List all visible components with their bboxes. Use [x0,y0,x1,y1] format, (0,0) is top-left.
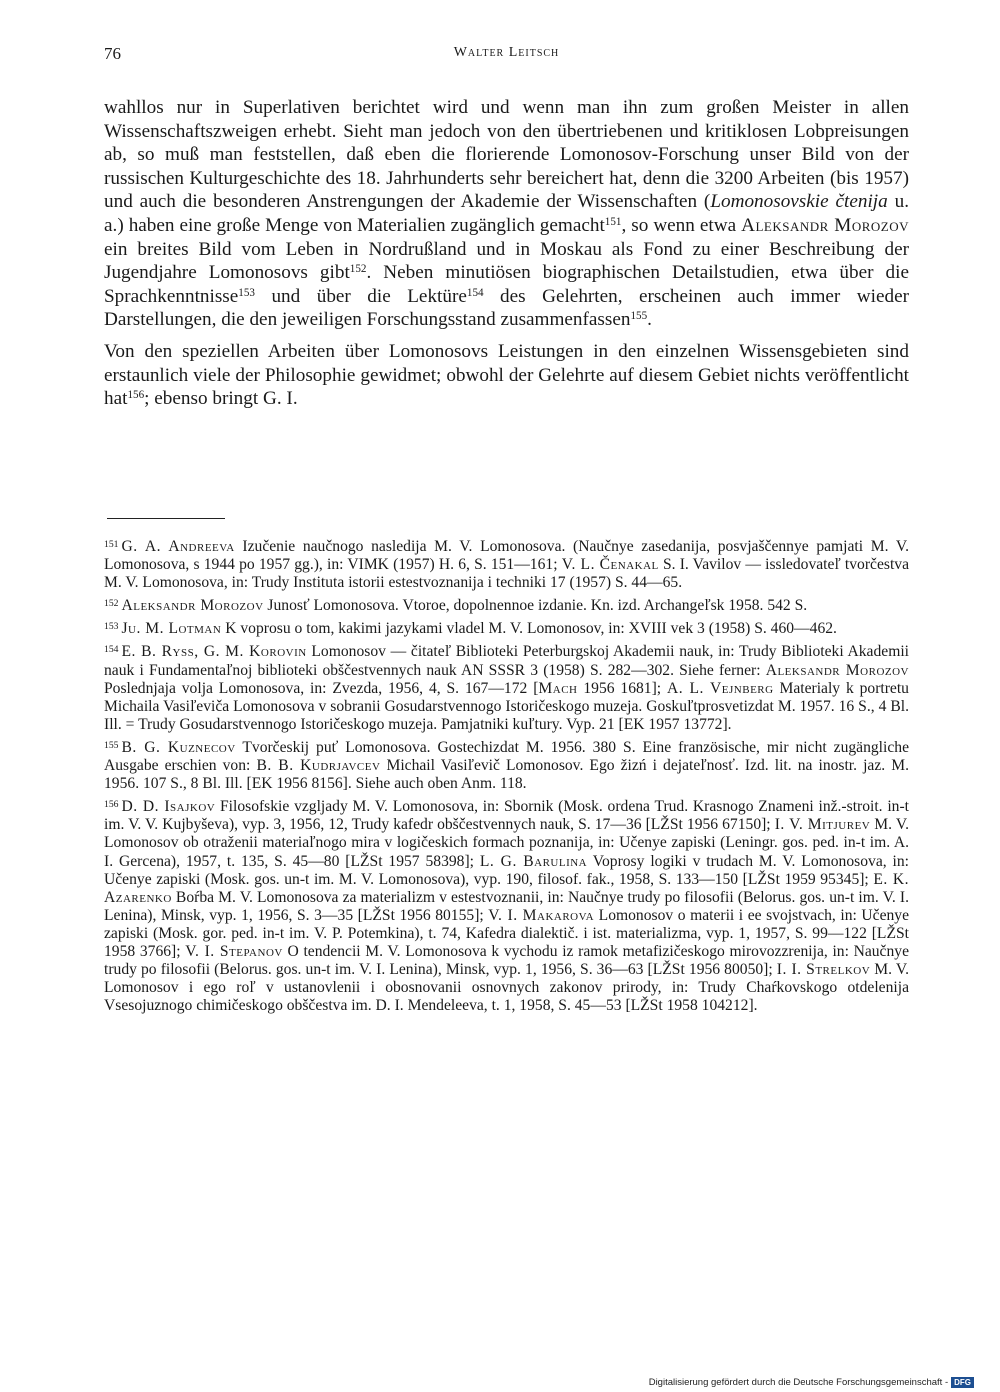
footnote: $^{154}$ E. B. Ryss, G. M. Korovin Lomonosov — čitateľ Biblioteki Peterburgskoj Akademii nauk, in: Trudy Biblioteki Akademii nauk i Fundamentaľnoj biblioteki obščestvennych nauk AN SSSR 3 (1958) S. 282—302. Siehe ferner: Aleksandr Morozov Poslednjaja volja Lomonosova, in: Zvezda, 1956, 4, S. 167—172 [Mach 1956 1681]; A. L. Vejnberg Materialy k portretu Michaila Vasiľeviča Lomonosova v sobranii Gosudarstvennogo Istoričeskogo muzeja. Goskuľtprosvetizdat M. 1957. 16 S., 4 Bl. Ill. = Trudy Gosudarstvennogo Istoričeskogo muzeja. Pamjatniki kuľtury. Vyp. 21 [EK 1957 13772]. [104,643,910,733]
footnote-ref: 152 [349,263,367,276]
footnote: $^{151}$ G. A. Andreeva Izučenie naučnogo nasledija M. V. Lomonosova. (Naučnye zasedanija, posvjaščennye pamjati M. V. Lomonosova, s 1944 po 1957 gg.), in: VIMK (1957) H. 6, S. 151—161; V. L. Čenakal S. I. Vavilov — issledovateľ tvorčestva M. V. Lomonosova, in: Trudy Instituta istorii estestvoznanija i techniki 17 (1957) S. 44—65. [104,538,910,592]
footnote: $^{155}$ B. G. Kuznecov Tvorčeskij puť Lomonosova. Gostechizdat M. 1956. 380 S. Eine französische, mir nicht zugängliche Ausgabe erschien von: B. B. Kudrjavcev Michail Vasiľevič Lomonosov. Ego žizń i dejateľnosť. Izd. lit. na inostr. jaz. M. 1956. 107 S., 8 Bl. Ill. [EK 1956 8156]. Siehe auch oben Anm. 118. [104,738,910,793]
footnote: $^{152}$ Aleksandr Morozov Junosť Lomonosova. Vtoroe, dopolnennoe izdanie. Kn. izd. Archangeľsk 1958. 542 S. [104,597,808,615]
footnote-ref: 156 [127,389,145,402]
footnotes [104,538,909,1020]
paragraph: wahllos nur in Superlativen berichtet wird und wenn man ihn zum großen Meister in allen Wissenschaftszweigen erhebt. Sieht man jedoch von den übertriebenen und kritiklosen Lobpreisungen ab, so muß man feststellen, daß eben die florierende Lomonosov-Forschung unser Bild von der russischen Kulturgeschichte des 18. Jahrhunderts sehr bereichert hat, denn die 3200 Arbeiten (bis 1957) und auch die besonderen Anstrengungen der Akademie der Wissenschaften (Lomonosovskie čtenija u. a.) haben eine große Menge von Materialien zugänglich gemacht$^{151}$, so wenn etwa Aleksandr Morozov ein breites Bild vom Leben in Nordrußland und in Moskau als Fond zu einer Beschreibung der Jugendjahre Lomonosovs gibt$^{152}$. Neben minutiösen biographischen Detailstudien, etwa über die Sprachkenntnisse$^{153}$ und über die Lektüre$^{154}$ des Gelehrten, erscheinen auch immer wieder Darstellungen, die den jeweiligen Forschungsstand zusammenfassen$^{155}$. [104,97,910,331]
running-head: Walter Leitsch [453,45,560,60]
paragraph: Von den speziellen Arbeiten über Lomonosovs Leistungen in den einzelnen Wissensgebieten sind erstaunlich viele der Philosophie gewidmet; obwohl der Gelehrte auf diesem Gebiet nichts veröffentlicht hat$^{156}$; ebenso bringt G. I. [104,340,909,410]
footnote-ref: 151 [604,215,622,228]
credit-text: Digitalisierung gefördert durch die Deutsche Forschungsgemeinschaft - [648,1377,949,1388]
author-name: Aleksandr Morozov [741,214,910,236]
main-text [104,96,909,411]
footnote-divider [107,518,225,519]
page-number: 76 [104,44,121,63]
dfg-logo-icon: DFG [951,1377,974,1388]
digitization-credit [649,1377,974,1388]
footnote-ref: 155 [630,310,648,323]
page-header [104,44,909,68]
footnote: $^{153}$ Ju. M. Lotman K voprosu o tom, kakimi jazykami vladel M. V. Lomonosov, in: XVIII vek 3 (1958) S. 460—462. [104,620,837,638]
footnote-ref: 154 [466,286,484,299]
footnote-ref: 153 [238,286,255,299]
footnote: $^{156}$ D. D. Isajkov Filosofskie vzgljady M. V. Lomonosova, in: Sbornik (Mosk. ordena Trud. Krasnogo Znameni inž.-stroit. in-t im. V. V. Kujbyševa), vyp. 3, 1956, 12, Trudy kafedr obščestvennych nauk, S. 17—36 [LŽSt 1956 67150]; I. V. Mitjurev M. V. Lomonosov ob otraženii materiaľnogo mira v logičeskich formach poznanija, in: Učenye zapiski (Leningr. gos. ped. in-t im. A. I. Gercena), 1957, t. 135, S. 45—80 [LŽSt 1957 58398]; L. G. Barulina Voprosy logiki v trudach M. V. Lomonosova, in: Učenye zapiski (Mosk. gos. un-t im. M. V. Lomonosova), vyp. 190, filosof. fak., 1958, S. 133—150 [LŽSt 1959 95345]; E. K. Azarenko Boŕba M. V. Lomonosova za materializm v estestvoznanii, in: Naučnye trudy po filosofii (Belorus. gos. un-t im. V. I. Lenina), Minsk, vyp. 1, 1956, S. 3—35 [LŽSt 1956 80155]; V. I. Makarova Lomonosov o materii i ee svojstvach, in: Učenye zapiski (Mosk. gor. ped. in-t im. V. P. Potemkina), t. 74, Kafedra dialektič. i ist. materializma, vyp. 1, 1957, S. 99—122 [LŽSt 1958 3766]; V. I. Stepanov O tendencii M. V. Lomonosova k vychodu iz ramok metafizičeskogo mirovozzrenija, in: Naučnye trudy po filosofii (Belorus. gos. un-t im. V. I. Lenina), Minsk, vyp. 1, 1956, S. 36—63 [LŽSt 1956 80050]; I. I. Strelkov M. V. Lomonosov i ego roľ v ustanovlenii i obosnovanii osnovnych zakonov prirody, in: Trudy Chaŕkovskogo otdelenija Vsesojuznogo chimičeskogo obščestva im. D. I. Mendeleeva, t. 1, 1958, S. 45—53 [LŽSt 1958 104212]. [104,798,910,1015]
